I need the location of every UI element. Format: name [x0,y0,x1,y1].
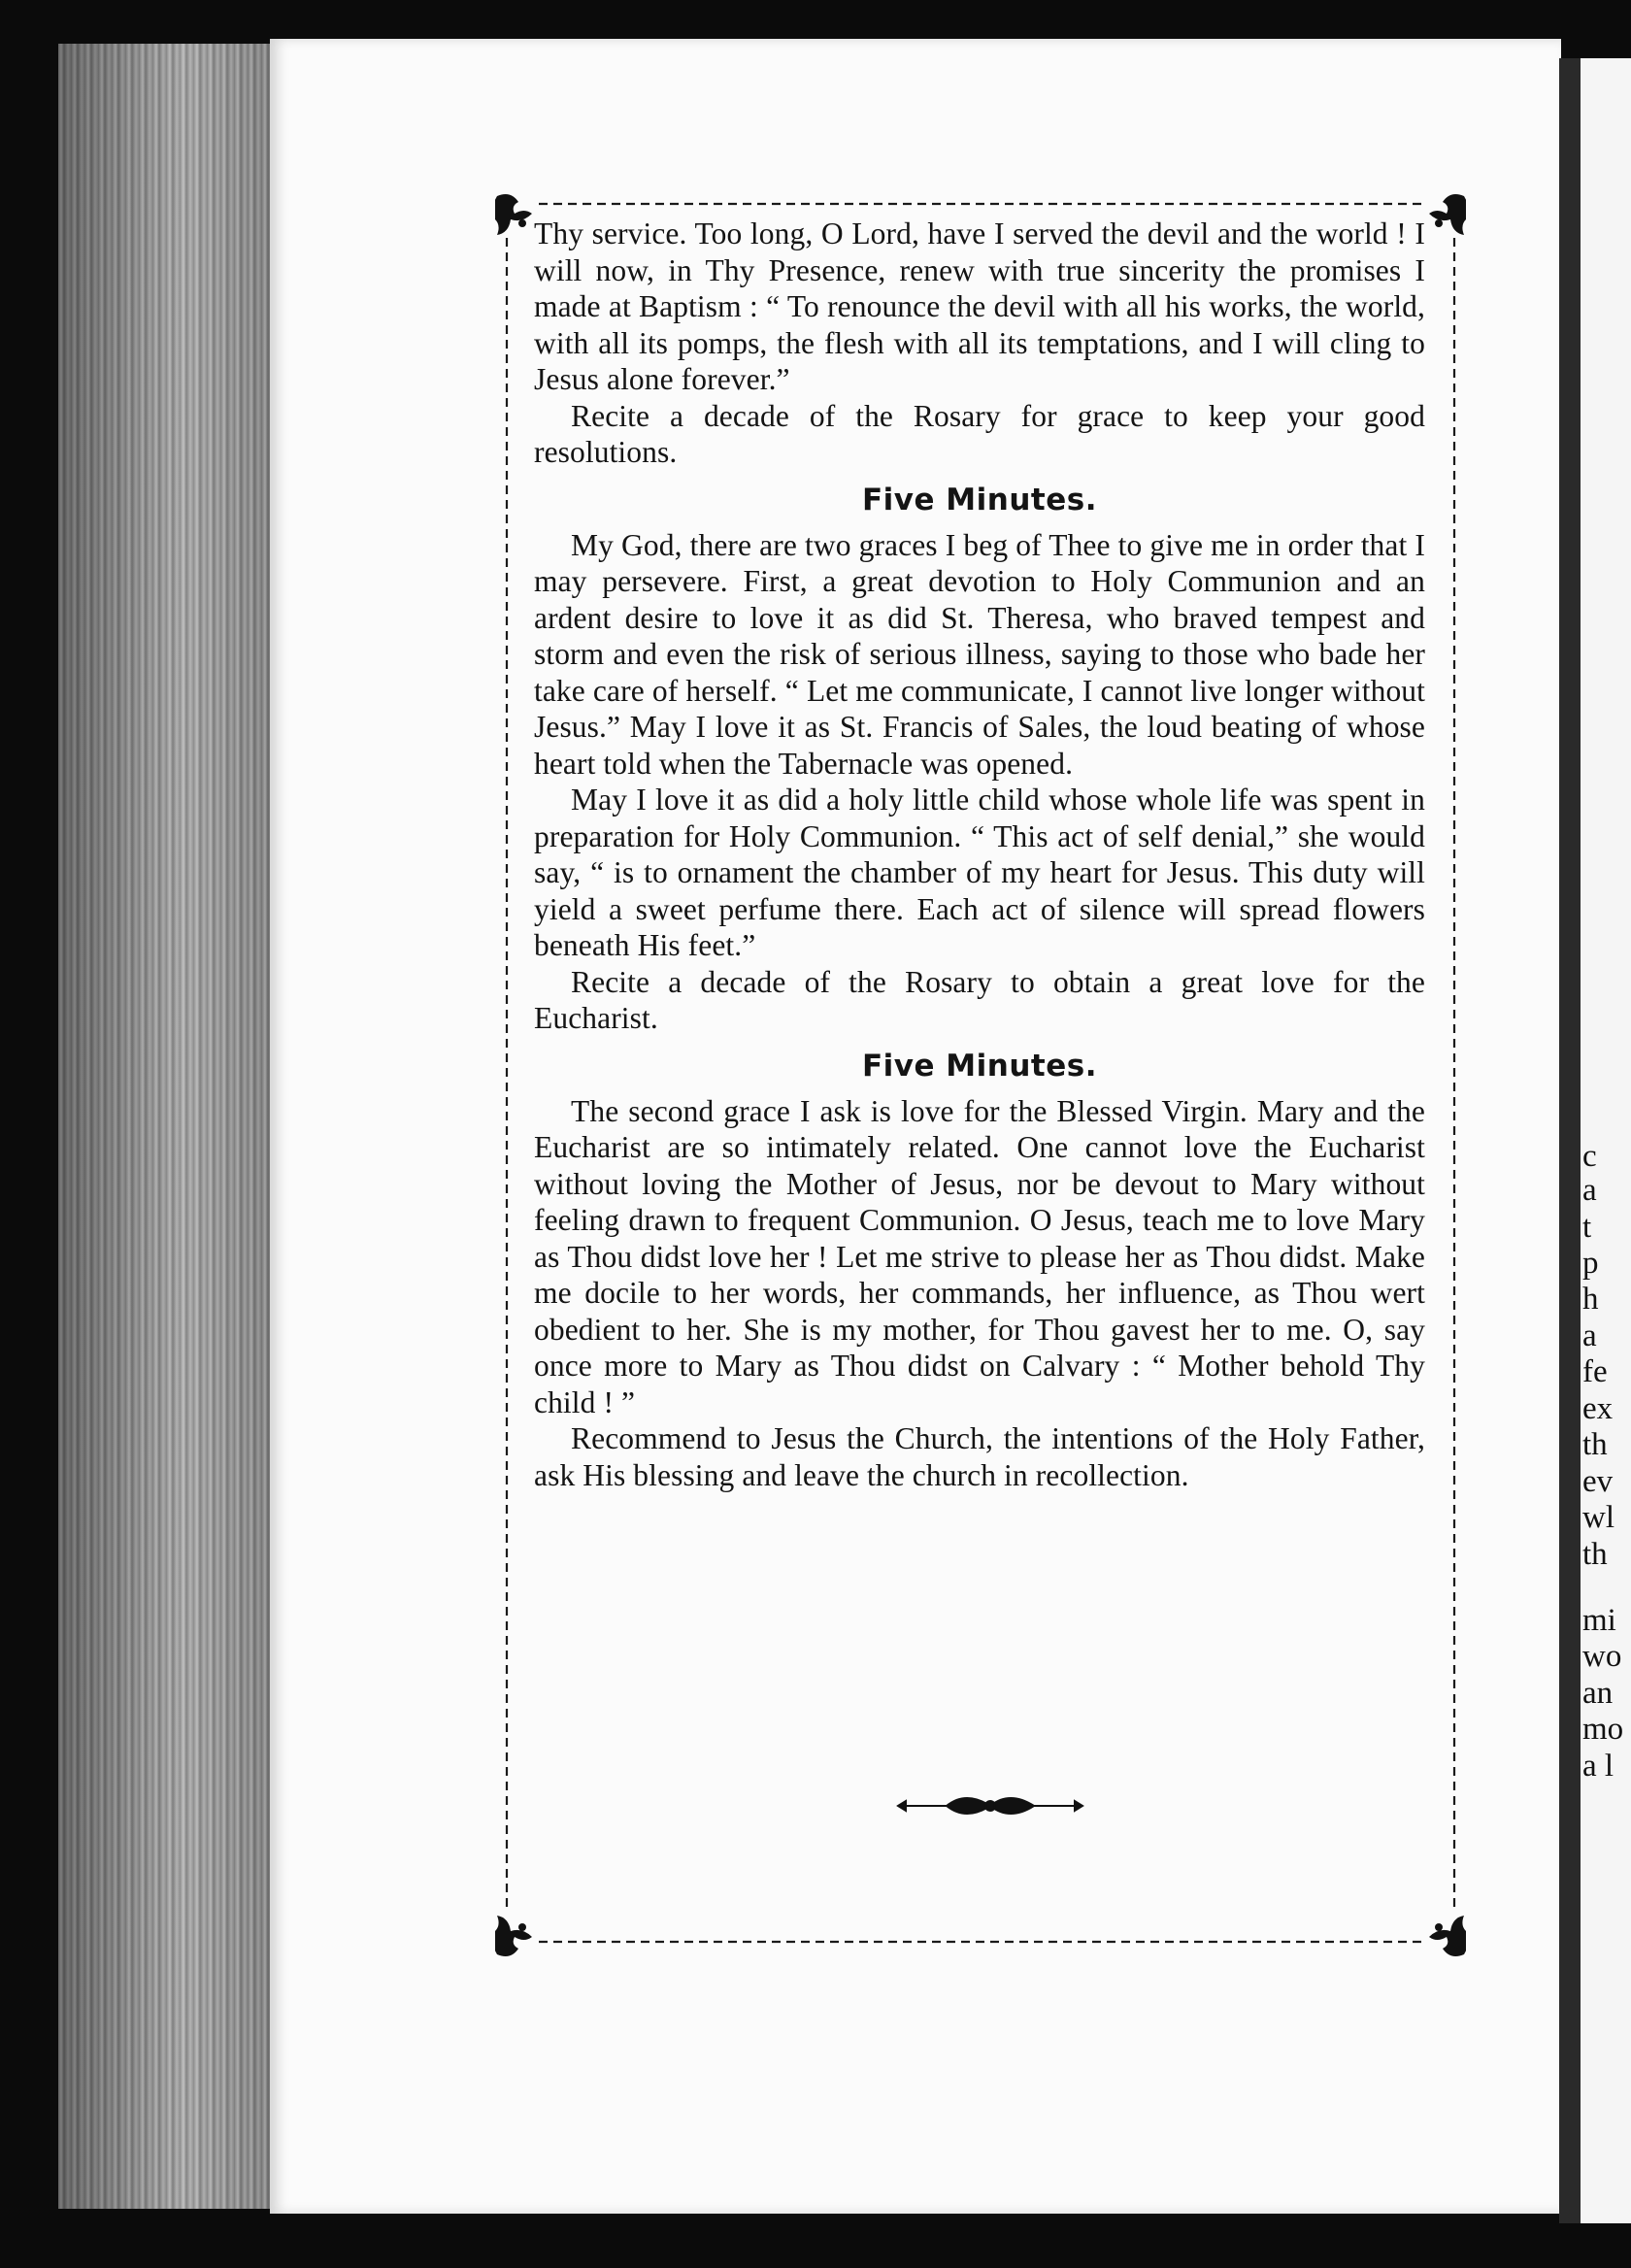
paragraph: Recite a decade of the Rosary to obtain a great love for the Eucharist. [534,964,1425,1035]
next-page-fragment: ev [1582,1464,1614,1499]
section-heading: Five Minutes. [861,1048,1097,1084]
paragraph: Thy service. Too long, O Lord, have I served the devil and the world ! I will now, in Thy Presence, renew with true sincerity the promises I made at Baptism : “ To renounce the devil with all his works, the world, with all its pomps, the flesh with all its temptations, and I will cling to Jesus alone forever.” [534,217,1425,396]
section-heading: Five Minutes. [861,482,1097,517]
paragraph: May I love it as did a holy little child whose whole life was spent in preparation for Holy Communion. “ This act of self denial,” she would say, “ is to ornament the chamber of my heart for Jesus. This duty will yield a sweet perfume there. Each act of silence will spread flowers beneath His feet.” [534,783,1425,962]
next-page-fragment: wl [1582,1500,1614,1535]
next-page-fragment: a [1582,1173,1597,1208]
next-page-fragment: mo [1582,1712,1624,1747]
next-page-fragment: h [1582,1282,1599,1317]
next-page-fragment: wo [1582,1639,1622,1674]
paragraph: The second grace I ask is love for the Blessed Virgin. Mary and the Eucharist are so intimately related. One cannot love the Eucharist without loving the Mother of Jesus, nor be devout to Mary without feeling drawn to frequent Communion. O Jesus, teach me to love Mary as Thou didst love her ! Let me strive to please her as Thou didst. Make me docile to her words, her commands, her influence, as Thou wert obedient to her. She is my mother, for Thou gavest her to me. O, say once more to Mary as Thou didst on Calvary : “ Mother behold Thy child ! ” [534,1093,1425,1419]
page-text-block [534,216,1425,1493]
tailpiece-ornament-icon [893,1786,1087,1825]
paragraph: My God, there are two graces I beg of Thee to give me in order that I may persevere. First, a great devotion to Holy Communion and an ardent desire to love it as did St. Theresa, who braved tempest and storm and even the risk of serious illness, saying to those who bade her take care of herself. “ Let me communicate, I cannot live longer without Jesus.” May I love it as St. Francis of Sales, the loud beating of whose heart told when the Tabernacle was opened. [534,527,1425,781]
next-page-fragment: mi [1582,1603,1616,1638]
next-page-fragment: p [1582,1246,1599,1281]
next-page-fragment: ex [1582,1391,1614,1426]
paragraph: Recommend to Jesus the Church, the intentions of the Holy Father, ask His blessing and leave the church in recollection. [534,1421,1425,1492]
next-page-fragment: an [1582,1676,1614,1711]
book-page-edges [58,44,270,2209]
next-page-sliver [1559,58,1631,2223]
next-page-fragment: c [1582,1139,1597,1174]
paragraph: Recite a decade of the Rosary for grace to keep your good resolutions. [534,398,1425,469]
next-page-fragment: th [1582,1537,1608,1572]
next-page-fragment: t [1582,1210,1592,1245]
next-page-fragment: a [1582,1318,1597,1353]
next-page-fragment: th [1582,1427,1608,1462]
next-page-fragment: a l [1582,1749,1614,1784]
next-page-fragment: fe [1582,1354,1608,1389]
